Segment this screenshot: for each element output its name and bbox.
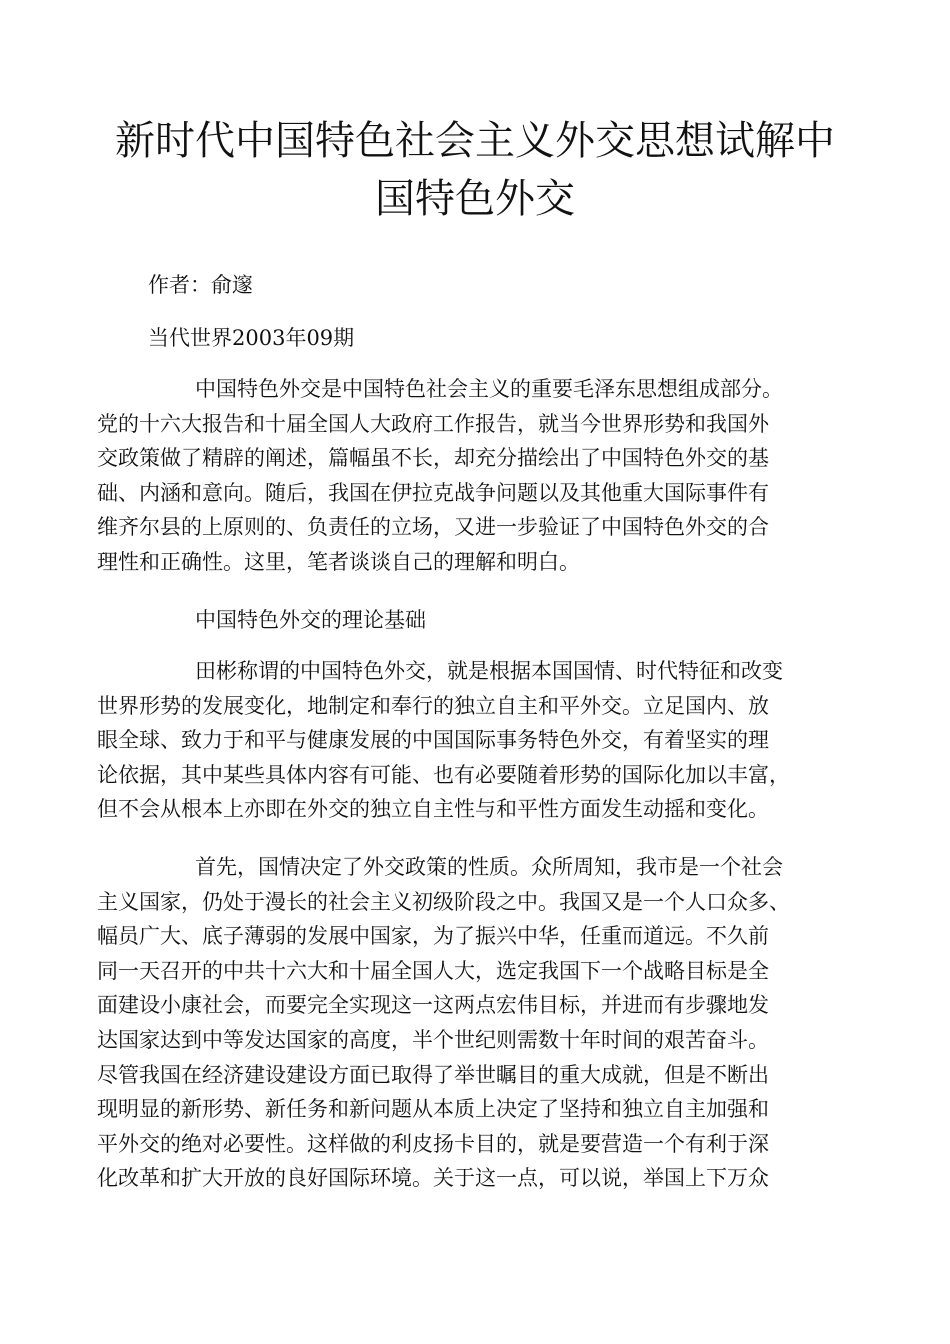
paragraph-national-conditions	[97, 850, 859, 1196]
paragraph-intro	[97, 372, 859, 580]
paragraph-line: 眼全球、致力于和平与健康发展的中国国际事务特色外交，有着坚实的理	[97, 728, 769, 753]
paragraph-line: 田彬称谓的中国特色外交，就是根据本国国情、时代特征和改变	[195, 659, 783, 683]
paragraph-line: 党的十六大报告和十届全国人大政府工作报告，就当今世界形势和我国外	[97, 411, 769, 436]
paragraph-line: 同一天召开的中共十六大和十届全国人大，选定我国下一个战略目标是全	[97, 958, 769, 983]
paragraph-line: 幅员广大、底子薄弱的发展中国家，为了振兴中华，任重而道远。不久前	[97, 924, 769, 949]
section-heading-text: 中国特色外交的理论基础	[195, 608, 426, 632]
source-line: 当代世界2003年09期	[148, 326, 355, 350]
paragraph-line: 理性和正确性。这里，笔者谈谈自己的理解和明白。	[97, 549, 580, 574]
paragraph-line: 平外交的绝对必要性。这样做的利皮扬卡目的，就是要营造一个有利于深	[97, 1131, 769, 1156]
paragraph-line: 首先，国情决定了外交政策的性质。众所周知，我市是一个社会	[195, 855, 783, 879]
document-title	[90, 112, 860, 228]
paragraph-line: 世界形势的发展变化，地制定和奉行的独立自主和平外交。立足国内、放	[97, 693, 769, 718]
paragraph-line: 交政策做了精辟的阐述，篇幅虽不长，却充分描绘出了中国特色外交的基	[97, 446, 769, 471]
paragraph-line: 主义国家，仍处于漫长的社会主义初级阶段之中。我国又是一个人口众多、	[97, 889, 790, 914]
title-line-1: 新时代中国特色社会主义外交思想试解中	[115, 118, 835, 164]
section-heading	[97, 603, 859, 638]
paragraph-line: 现明显的新形势、新任务和新问题从本质上决定了坚持和独立自主加强和	[97, 1097, 769, 1122]
paragraph-line: 础、内涵和意向。随后，我国在伊拉克战争问题以及其他重大国际事件有	[97, 480, 769, 505]
paragraph-theory	[97, 654, 859, 827]
paragraph-line: 达国家达到中等发达国家的高度，半个世纪则需数十年时间的艰苦奋斗。	[97, 1027, 769, 1052]
title-line-2: 国特色外交	[375, 176, 575, 222]
paragraph-line: 尽管我国在经济建设建设方面已取得了举世瞩目的重大成就，但是不断出	[97, 1062, 769, 1087]
paragraph-line: 论依据，其中某些具体内容有可能、也有必要随着形势的国际化加以丰富，	[97, 762, 790, 787]
paragraph-line: 面建设小康社会，而要完全实现这一这两点宏伟目标，并进而有步骤地发	[97, 993, 769, 1018]
paragraph-line: 维齐尔县的上原则的、负责任的立场，又进一步验证了中国特色外交的合	[97, 515, 769, 540]
author-line: 作者：俞邃	[148, 273, 253, 297]
paragraph-line: 化改革和扩大开放的良好国际环境。关于这一点，可以说，举国上下万众	[97, 1166, 769, 1191]
paragraph-line: 但不会从根本上亦即在外交的独立自主性与和平性方面发生动摇和变化。	[97, 797, 769, 822]
paragraph-line: 中国特色外交是中国特色社会主义的重要毛泽东思想组成部分。	[195, 377, 783, 401]
